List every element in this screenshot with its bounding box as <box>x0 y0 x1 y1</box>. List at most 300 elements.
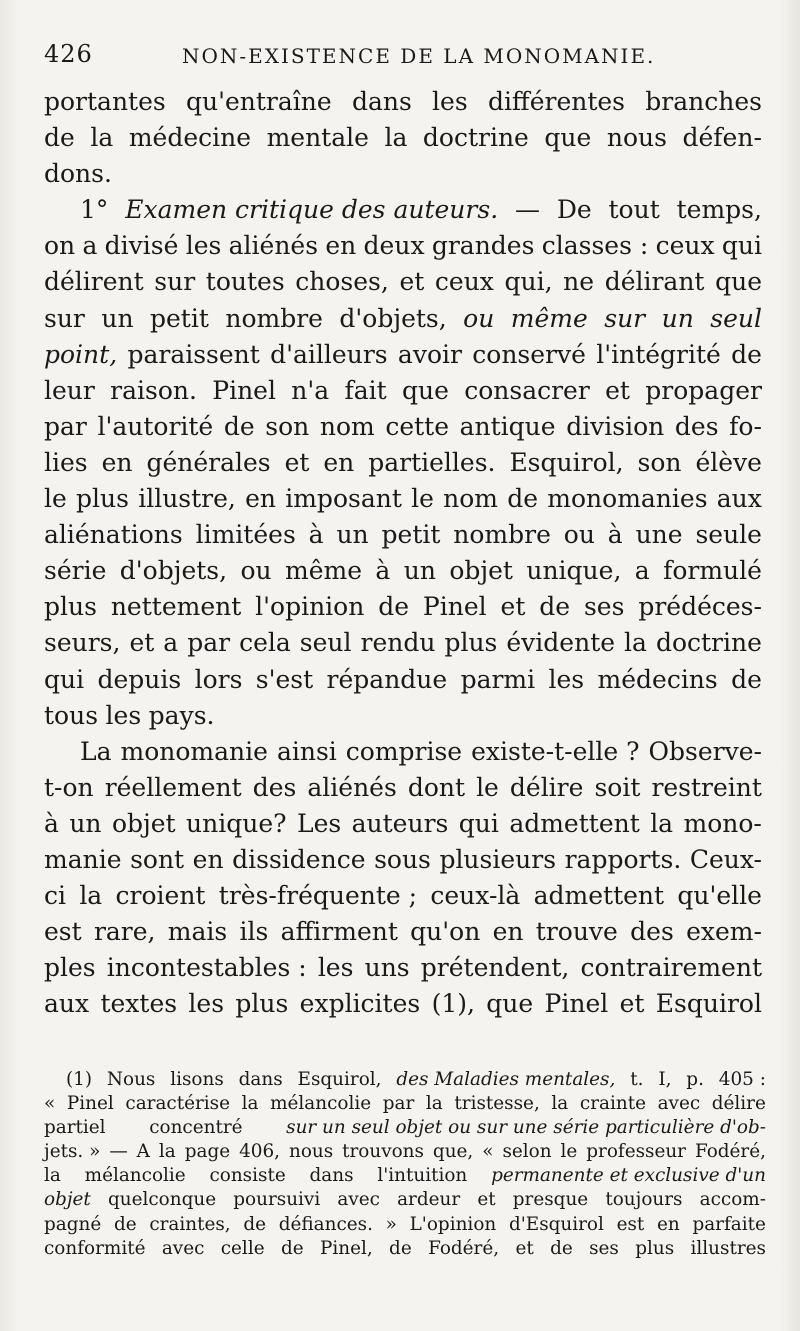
word: contrairement <box>580 953 762 983</box>
word: De <box>556 195 592 225</box>
word: divisé <box>104 231 179 261</box>
word: nom <box>319 411 375 441</box>
word: division <box>566 411 665 441</box>
word: l'opinion <box>255 592 365 622</box>
text-line <box>44 986 762 1022</box>
word: que <box>402 375 449 405</box>
text-line <box>44 662 762 698</box>
text-line <box>44 228 762 264</box>
word: la <box>624 628 647 658</box>
word: délire <box>509 772 584 802</box>
word: — <box>514 195 540 225</box>
footnote-word: des Maladies mentales, <box>396 1069 616 1090</box>
word: ceux <box>655 231 715 261</box>
word: à <box>308 520 324 550</box>
word: rapports. <box>564 844 682 874</box>
word: de <box>44 123 75 153</box>
footnote-word: nous <box>288 1141 334 1163</box>
word: leur <box>44 375 95 405</box>
word: un <box>661 303 694 333</box>
footnote-word: 405 : <box>718 1069 766 1090</box>
word: branches <box>645 87 762 116</box>
word: petit <box>381 520 441 550</box>
word: réellement <box>104 772 242 802</box>
footnote-line <box>44 1164 766 1188</box>
word: uns <box>364 953 410 983</box>
word: les <box>188 989 225 1019</box>
footnote-word: permanente et exclusive d'un <box>491 1165 766 1187</box>
word: nombre <box>225 303 323 333</box>
word: les <box>432 87 468 116</box>
word: dont <box>407 772 466 802</box>
word: à <box>44 808 59 838</box>
footnote-word: « <box>482 1141 494 1163</box>
word: ples <box>44 953 96 983</box>
word: avoir <box>397 339 462 369</box>
text-line <box>44 192 762 228</box>
word: ci <box>44 881 66 911</box>
word: existe-t-elle ? <box>471 736 640 766</box>
word: ils <box>239 917 269 947</box>
word: formulé <box>663 556 762 586</box>
word: Pinel <box>422 592 487 622</box>
word: textes <box>100 989 178 1019</box>
word: ceux-là <box>430 881 521 911</box>
word: et <box>605 375 630 405</box>
page-header <box>44 40 764 74</box>
footnote-word: pagné <box>44 1213 102 1235</box>
footnote-word: « <box>44 1093 56 1115</box>
word: plusieurs <box>439 844 557 874</box>
footnote-word: presque <box>512 1189 589 1211</box>
word: ou <box>240 556 272 586</box>
word: raison. <box>110 375 197 405</box>
word: incontestables : <box>106 953 307 983</box>
text-line <box>44 301 762 337</box>
text-line <box>44 553 762 589</box>
footnote-word: poursuivi <box>233 1189 321 1211</box>
word: Observe- <box>648 736 762 766</box>
word: ceux <box>434 267 494 297</box>
word: en <box>325 231 357 261</box>
footnote-word: Nous <box>106 1069 156 1090</box>
text-line <box>44 517 762 553</box>
footnote-word: A <box>136 1141 150 1163</box>
footnote-word: que, <box>432 1141 474 1163</box>
word: trouve <box>535 917 618 947</box>
text-line <box>44 950 762 986</box>
word: plus <box>235 989 289 1019</box>
word: et <box>129 628 155 658</box>
word: monomanie <box>120 736 268 766</box>
word: s'est <box>255 664 314 694</box>
footnote-word: avec <box>337 1189 380 1211</box>
word: un <box>403 556 436 586</box>
word: que <box>486 989 534 1019</box>
word: d'ailleurs <box>270 339 388 369</box>
word: ses <box>583 592 625 622</box>
footnote-word: la <box>425 1093 443 1115</box>
word: Pinel <box>544 989 609 1019</box>
word: lies <box>44 447 88 477</box>
word: son <box>637 447 682 477</box>
word: de <box>378 592 410 622</box>
word: imposant <box>285 484 402 514</box>
word: parmi <box>460 664 536 694</box>
word: consacrer <box>464 375 590 405</box>
word: de <box>731 664 762 694</box>
word: en <box>192 844 224 874</box>
word: partielles. <box>368 447 496 477</box>
word: dons. <box>44 159 112 189</box>
word: deux <box>363 231 425 261</box>
word: nettement <box>110 592 242 622</box>
word: paraissent <box>127 339 260 369</box>
word: Esquirol, <box>509 447 624 477</box>
word: conservé <box>472 339 586 369</box>
word: sur <box>154 267 196 297</box>
word: ou <box>563 520 595 550</box>
word: le <box>411 484 434 514</box>
word: a <box>82 231 98 261</box>
word: que <box>544 123 592 153</box>
text-line <box>44 589 762 625</box>
word: mono- <box>683 808 762 838</box>
word: choses, <box>295 267 389 297</box>
word: à <box>375 556 391 586</box>
word: Esquirol <box>655 989 762 1019</box>
footnote-word: de <box>243 1213 267 1235</box>
word: aliénés <box>307 772 397 802</box>
text-line <box>44 84 762 120</box>
word: qu'on <box>410 917 481 947</box>
word: son <box>265 411 310 441</box>
word: ainsi <box>276 736 337 766</box>
footnote-word: la <box>44 1165 61 1187</box>
footnote-word: Pinel, <box>319 1237 373 1259</box>
word: pays. <box>148 700 215 730</box>
footnote-word: accom- <box>699 1189 766 1211</box>
word: petit <box>150 303 209 333</box>
word: Les <box>296 808 342 838</box>
footnote-word: est <box>616 1213 645 1235</box>
body-text <box>44 84 762 1022</box>
word: auteurs <box>351 808 449 838</box>
footnote-word: professeur <box>586 1141 686 1163</box>
footnote-word: sur un seul objet ou sur une série particulière d'ob- <box>286 1117 766 1139</box>
word: la <box>79 881 103 911</box>
word: de <box>539 592 571 622</box>
word: qui, <box>504 267 553 297</box>
text-line <box>44 264 762 300</box>
word: à <box>607 520 623 550</box>
footnote-word: le <box>560 1141 578 1163</box>
footnote-word: selon <box>502 1141 552 1163</box>
text-line <box>44 806 762 842</box>
text-line <box>44 120 762 156</box>
word: les <box>105 700 142 730</box>
word: une <box>635 520 683 550</box>
text-line <box>44 914 762 950</box>
footnote-word: L'opinion <box>409 1213 497 1235</box>
word: générales <box>146 447 271 477</box>
word: l'autorité <box>97 411 214 441</box>
word: par <box>44 411 87 441</box>
footnote-line <box>44 1068 766 1092</box>
word: croient <box>115 881 206 911</box>
word: délirent <box>44 267 144 297</box>
footnote-word: Pinel <box>66 1093 114 1115</box>
footnote-word: et <box>477 1189 496 1211</box>
text-line <box>44 481 762 517</box>
footnote-word: toujours <box>605 1189 683 1211</box>
word: le <box>44 484 67 514</box>
word: exem- <box>686 917 762 947</box>
word: un <box>101 303 134 333</box>
text-line <box>44 842 762 878</box>
word: unique? <box>186 808 287 838</box>
word: est <box>44 917 82 947</box>
text-line <box>44 734 762 770</box>
footnote-word: et <box>515 1237 534 1259</box>
word: portantes <box>44 87 166 116</box>
word: que <box>715 267 762 297</box>
text-line <box>44 337 762 373</box>
footnote-word: ardeur <box>397 1189 461 1211</box>
footnote-line <box>44 1213 766 1237</box>
footnote-word: par <box>382 1093 415 1115</box>
word: d'objets, <box>339 303 447 333</box>
word: rendu <box>360 628 436 658</box>
footnote-word: dans <box>238 1069 283 1090</box>
word: cette <box>385 411 450 441</box>
footnote-word: t. <box>630 1069 644 1090</box>
word: sur <box>604 303 646 333</box>
word: en <box>492 917 524 947</box>
footnote-word: de <box>550 1237 573 1259</box>
word: différentes <box>487 87 626 116</box>
footnote-word: concentré <box>149 1117 243 1139</box>
word: de <box>731 339 762 369</box>
word: qui <box>458 808 499 838</box>
word: les <box>185 231 222 261</box>
word: nous <box>606 123 667 153</box>
word: sous <box>374 844 431 874</box>
text-line <box>44 878 762 914</box>
footnote-word: craintes, <box>149 1213 231 1235</box>
word: seul <box>710 303 762 333</box>
word: soit <box>594 772 641 802</box>
word: et <box>500 592 526 622</box>
footnote-word: délire <box>711 1093 766 1115</box>
word: doctrine <box>655 628 762 658</box>
word: qui <box>44 664 85 694</box>
footnote-word: la <box>551 1093 569 1115</box>
word: plus <box>444 628 498 658</box>
footnote-line <box>44 1140 766 1164</box>
word: plus <box>76 484 129 514</box>
word: fo- <box>729 411 762 441</box>
word: délirant <box>604 267 705 297</box>
word: 1° <box>80 195 109 225</box>
word: plus <box>44 592 97 622</box>
word: admettent <box>533 881 665 911</box>
word: aux <box>44 989 90 1019</box>
word: antique <box>459 411 556 441</box>
word: même <box>510 303 588 333</box>
footnote-word: celle <box>220 1237 265 1259</box>
footnote-word: tristesse, <box>454 1093 540 1115</box>
footnote-word: mélancolie <box>84 1165 186 1187</box>
word: ou <box>463 303 495 333</box>
word: monomanies <box>547 484 708 514</box>
footnote-word: la <box>241 1093 259 1115</box>
word: tous <box>44 700 99 730</box>
footnote-word: (1) <box>66 1069 93 1090</box>
footnote-word: jets. » <box>44 1141 101 1163</box>
word: évidente <box>506 628 616 658</box>
word: Pinel <box>212 375 276 405</box>
word: admettent <box>509 808 640 838</box>
word: dissidence <box>232 844 366 874</box>
footnote-word: caractérise <box>125 1093 230 1115</box>
footnote-word: d'Esquirol <box>508 1213 604 1235</box>
word: prétendent, <box>420 953 570 983</box>
footnote-word: en <box>657 1213 680 1235</box>
word: très-fréquente ; <box>218 881 418 911</box>
word: un <box>69 808 102 838</box>
footnote-line <box>44 1237 766 1261</box>
footnote-word: avec <box>161 1237 205 1259</box>
text-line <box>44 698 762 734</box>
word: le <box>476 772 499 802</box>
word: propager <box>645 375 762 405</box>
word: aliénations <box>44 520 183 550</box>
word: cela <box>239 628 291 658</box>
word: restreint <box>651 772 762 802</box>
word: nombre <box>453 520 551 550</box>
word: a <box>163 628 179 658</box>
word: affirment <box>280 917 398 947</box>
word: seule <box>695 520 762 550</box>
word: qu'entraîne <box>186 87 332 116</box>
word: limitées <box>195 520 296 550</box>
word: grandes <box>431 231 535 261</box>
footnote-word: Fodéré, <box>428 1237 500 1259</box>
footnote-word: de <box>389 1237 412 1259</box>
word: de <box>223 411 255 441</box>
footnote-word: avec <box>657 1093 701 1115</box>
word: seul <box>299 628 352 658</box>
word: en <box>245 484 276 514</box>
footnote-line <box>44 1116 766 1140</box>
footnote-word: de <box>280 1237 304 1259</box>
footnote-word: ses <box>589 1237 619 1259</box>
word: en <box>101 447 133 477</box>
word: fait <box>344 375 387 405</box>
word: rare, <box>93 917 156 947</box>
footnote-word: page <box>184 1141 231 1163</box>
word: tout <box>608 195 660 225</box>
footnote-word: I, <box>658 1069 672 1090</box>
footnote-word: plus <box>635 1237 675 1259</box>
footnote-word: » <box>385 1213 397 1235</box>
footnote-line <box>44 1188 766 1212</box>
word: nom <box>443 484 498 514</box>
text-line <box>44 445 762 481</box>
word: mentale <box>266 123 369 153</box>
footnote-word: Esquirol, <box>297 1069 382 1090</box>
word: des <box>630 917 674 947</box>
word: seurs, <box>44 628 121 658</box>
footnote-word: l'intuition <box>377 1165 468 1187</box>
text-line <box>44 770 762 806</box>
word: des <box>252 772 297 802</box>
word: toutes <box>205 267 285 297</box>
footnote-word: dans <box>309 1165 354 1187</box>
word: temps, <box>676 195 762 225</box>
footnote-word: objet <box>44 1189 91 1211</box>
word: Examen critique des auteurs. <box>125 195 499 225</box>
word: les <box>548 664 585 694</box>
word: classes : <box>541 231 649 261</box>
word: mais <box>167 917 228 947</box>
footnote-word: — <box>109 1141 128 1163</box>
word: la <box>384 123 408 153</box>
footnote-word: crainte <box>579 1093 646 1115</box>
word: médecins <box>597 664 718 694</box>
word: La <box>80 736 112 766</box>
text-line <box>44 373 762 409</box>
footnote-word: défiances. <box>278 1213 373 1235</box>
word: un <box>336 520 369 550</box>
word: point, <box>44 339 118 369</box>
footnote-word: parfaite <box>692 1213 766 1235</box>
footnote-word: de <box>113 1213 137 1235</box>
word: des <box>674 411 719 441</box>
page-number: 426 <box>44 40 93 68</box>
word: et <box>399 267 425 297</box>
word: d'objets, <box>119 556 228 586</box>
footnote-word: 406, <box>239 1141 281 1163</box>
word: les <box>317 953 354 983</box>
word: même <box>285 556 363 586</box>
word: doctrine <box>422 123 529 153</box>
footnote-word: mélancolie <box>270 1093 372 1115</box>
word: prédéces- <box>638 592 762 622</box>
word: qu'elle <box>677 881 762 911</box>
footnote-word: lisons <box>170 1069 224 1090</box>
word: ne <box>563 267 595 297</box>
word: unique, <box>526 556 622 586</box>
text-line <box>44 625 762 661</box>
word: (1), <box>431 989 475 1019</box>
footnote <box>44 1068 766 1261</box>
word: aux <box>716 484 762 514</box>
footnote-word: p. <box>686 1069 704 1090</box>
word: la <box>90 123 114 153</box>
word: aliénés <box>228 231 319 261</box>
word: on <box>44 231 76 261</box>
footnote-word: illustres <box>690 1237 766 1259</box>
word: et <box>619 989 645 1019</box>
word: n'a <box>291 375 330 405</box>
word: dans <box>351 87 412 116</box>
footnote-word: quelconque <box>108 1189 217 1211</box>
word: objet <box>111 808 176 838</box>
text-line <box>44 156 762 192</box>
word: la <box>650 808 674 838</box>
